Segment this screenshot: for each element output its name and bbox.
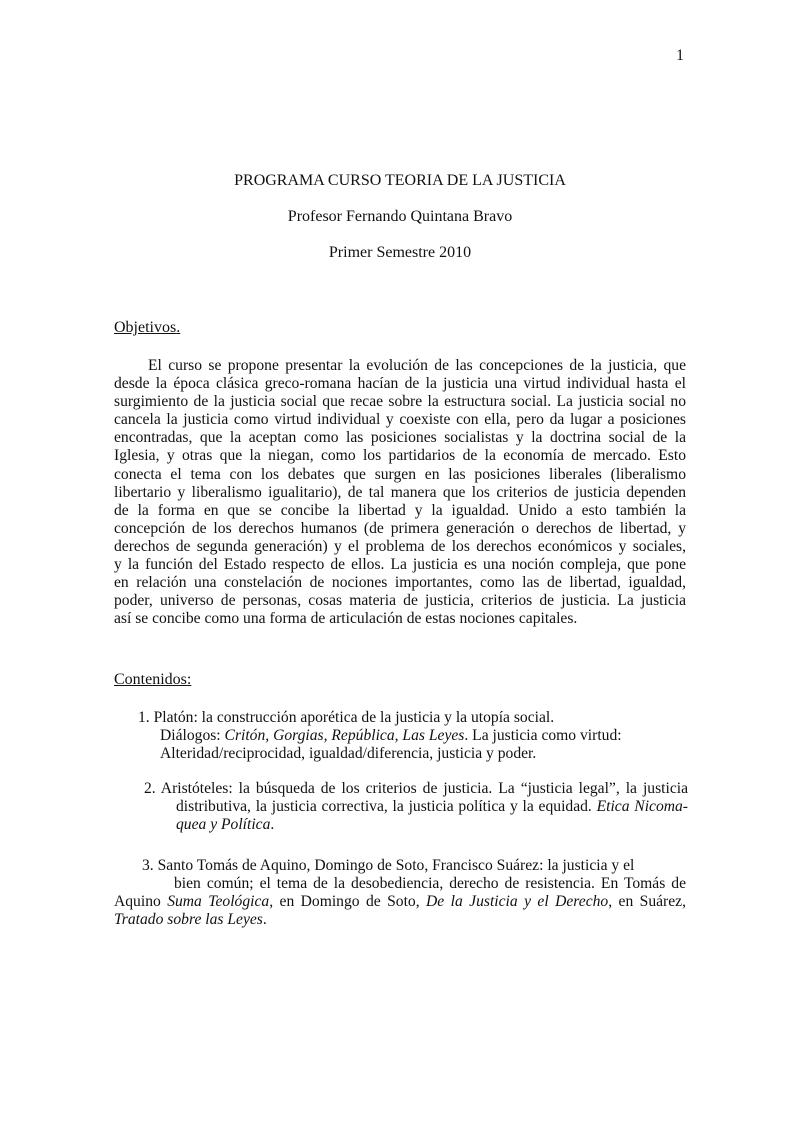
item-line: 3. Santo Tomás de Aquino, Domingo de Soto, Francisco Suárez: la justicia y el xyxy=(142,857,635,874)
item-line: 2. Aristóteles: la búsqueda de los criterios de justicia. La “justicia legal”, la justicia xyxy=(144,780,688,797)
item-line: bien común; el tema de la desobediencia, derecho de resistencia. En Tomás de xyxy=(174,875,686,893)
page-number: 1 xyxy=(676,47,684,64)
item-text: , en Suárez, xyxy=(608,893,686,911)
semester: Primer Semestre 2010 xyxy=(328,244,472,261)
paragraph-line: conecta el tema con los debates que surgen en las posiciones liberales (liberalismo xyxy=(114,465,686,483)
work-titles: Suma Teológica, xyxy=(167,893,274,911)
paragraph-line: cancela la justicia como virtud individual y coexiste con ella, pero da lugar a posiciones xyxy=(114,411,686,429)
course-title: PROGRAMA CURSO TEORIA DE LA JUSTICIA xyxy=(234,172,566,189)
objectives-heading-text: Objetivos xyxy=(114,319,177,336)
list-item xyxy=(138,709,622,763)
item-text: distributiva, la justicia correctiva, la justicia política y la equidad. xyxy=(176,798,597,816)
paragraph-line: y la función del Estado respecto de ellos. La justicia es una noción compleja, que pone xyxy=(114,556,686,574)
objectives-paragraph xyxy=(114,357,686,628)
item-text: . La justicia como virtud: xyxy=(464,727,622,745)
item-line xyxy=(114,911,686,929)
contents-heading-text: Contenidos xyxy=(114,671,187,688)
paragraph-line: El curso se propone presentar la evolución de las concepciones de la justicia, que xyxy=(148,357,686,374)
paragraph-line: encontradas, que la aceptan como las posiciones socialistas y la doctrina social de la xyxy=(114,429,686,447)
item-text: . xyxy=(262,911,267,929)
paragraph-line: libertario y liberalismo igualitario), de tal manera que los criterios de justicia dependen xyxy=(114,483,686,501)
paragraph-line: Iglesia, y otras que la niegan, como los partidarios de la economía de mercado. Esto xyxy=(114,447,686,465)
paragraph-line: derechos de segunda generación) y el problema de los derechos económicos y sociales, xyxy=(114,537,686,555)
item-line: 1. Platón: la construcción aporética de la justicia y la utopía social. xyxy=(138,709,555,726)
work-titles: quea y Política xyxy=(176,816,271,834)
paragraph-line: poder, universo de personas, cosas materia de justicia, criterios de justicia. La justicia xyxy=(114,592,686,610)
item-line xyxy=(114,893,686,911)
item-line xyxy=(138,727,622,745)
work-titles: Critón, Gorgias, República, Las Leyes xyxy=(224,727,465,745)
objectives-heading-punct: . xyxy=(176,319,181,336)
list-item xyxy=(114,857,686,929)
work-titles: Etica Nicoma- xyxy=(596,798,688,816)
work-titles: De la Justicia y el Derecho xyxy=(426,893,609,911)
paragraph-line: desde la época clásica greco-romana hacían de la justicia una virtud individual hasta el xyxy=(114,375,686,393)
item-line xyxy=(144,798,688,816)
professor-name: Profesor Fernando Quintana Bravo xyxy=(287,208,513,225)
document-header xyxy=(0,172,800,262)
objectives-heading xyxy=(114,319,180,337)
contents-heading-punct: : xyxy=(186,671,192,688)
item-text: Aquino xyxy=(114,893,168,911)
item-text: en Domingo de Soto, xyxy=(273,893,427,911)
paragraph-line: concepción de los derechos humanos (de primera generación o derechos de libertad, y xyxy=(114,519,686,537)
item-line: Alteridad/reciprocidad, igualdad/diferencia, justicia y poder. xyxy=(160,745,537,763)
contents-heading xyxy=(114,671,191,689)
list-item xyxy=(144,780,688,834)
paragraph-line: en relación una constelación de nociones importantes, como las de libertad, igualdad, xyxy=(114,574,686,592)
work-titles: Tratado sobre las Leyes xyxy=(114,911,263,929)
paragraph-line: así se concibe como una forma de articulación de estas nociones capitales. xyxy=(114,610,578,628)
item-line xyxy=(144,816,688,834)
item-text: . xyxy=(270,816,275,834)
paragraph-line: surgimiento de la justicia social que recae sobre la estructura social. La justicia social no xyxy=(114,393,686,411)
item-text: Diálogos: xyxy=(160,727,225,745)
paragraph-line: de la forma en que se concibe la libertad y la igualdad. Unido a esto también la xyxy=(114,501,686,519)
